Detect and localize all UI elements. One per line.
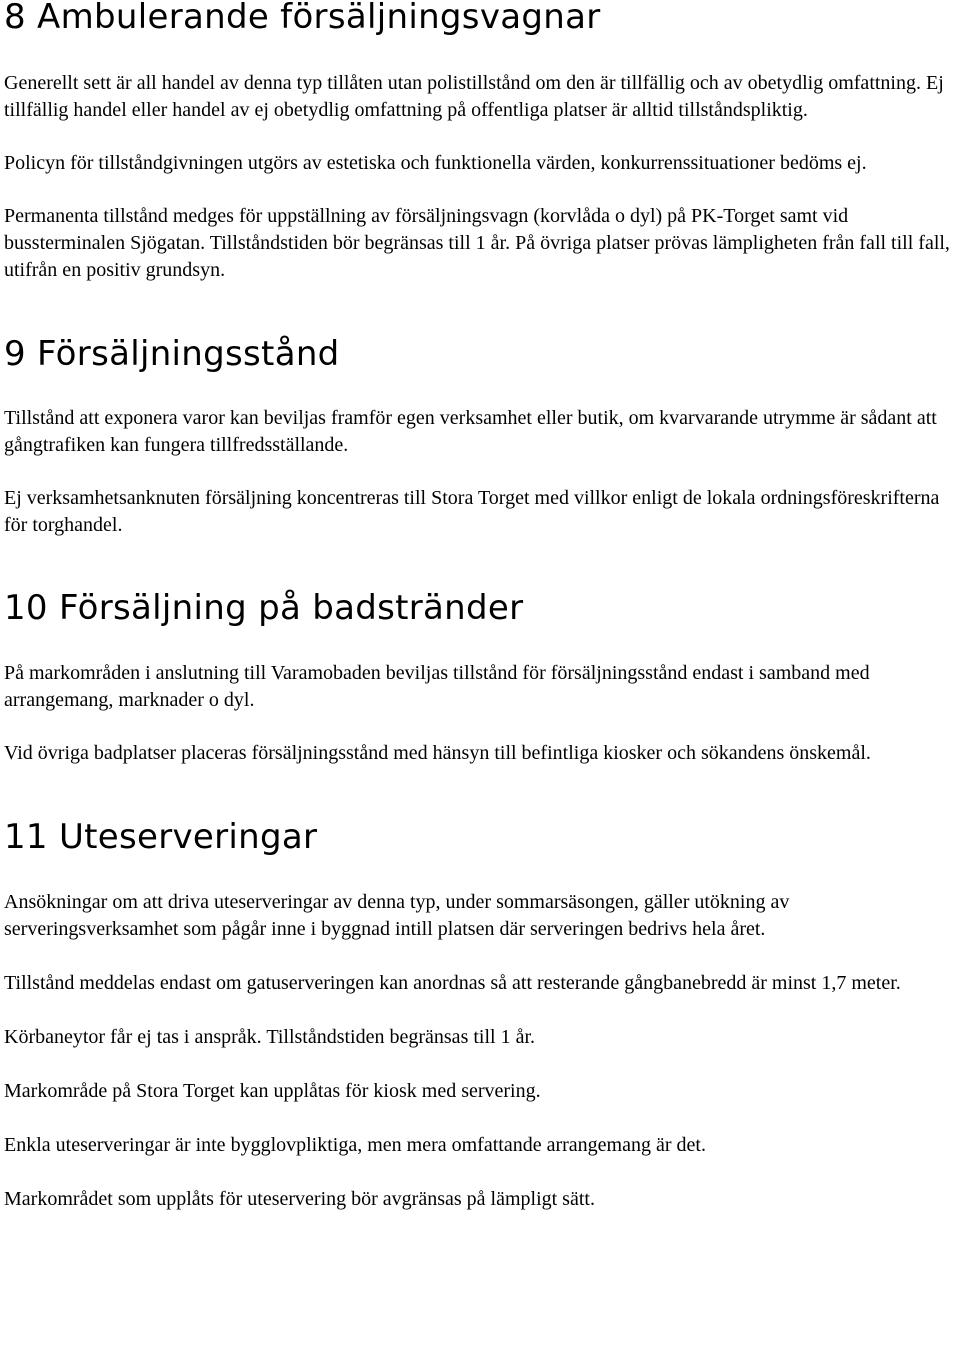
paragraph: Körbaneytor får ej tas i anspråk. Tillståndstiden begränsas till 1 år. bbox=[4, 1026, 536, 1048]
paragraph: Enkla uteserveringar är inte bygglovpliktiga, men mera omfattande arrangemang är det. bbox=[4, 1134, 706, 1156]
section-heading: 11 Uteserveringar bbox=[4, 817, 318, 857]
section-10 bbox=[4, 588, 954, 767]
paragraph: Ej verksamhetsanknuten försäljning koncentreras till Stora Torget med villkor enligt de lokala ordningsföreskrifterna för torghandel. bbox=[4, 487, 940, 536]
section-heading: 9 Försäljningsstånd bbox=[4, 334, 340, 374]
paragraph: På markområden i anslutning till Varamobaden beviljas tillstånd för försäljningsstånd endast i samband med arrangemang, marknader o dyl. bbox=[4, 662, 870, 711]
paragraph: Vid övriga badplatser placeras försäljningsstånd med hänsyn till befintliga kiosker och sökandens önskemål. bbox=[4, 742, 871, 764]
section-heading: 8 Ambulerande försäljningsvagnar bbox=[4, 0, 601, 37]
section-heading: 10 Försäljning på badstränder bbox=[4, 588, 524, 628]
paragraph: Markområdet som upplåts för uteservering bör avgränsas på lämpligt sätt. bbox=[4, 1188, 595, 1210]
paragraph: Tillstånd att exponera varor kan beviljas framför egen verksamhet eller butik, om kvarvarande utrymme är sådant att gångtrafiken kan fungera tillfredsställande. bbox=[4, 407, 937, 456]
paragraph: Tillstånd meddelas endast om gatuserveringen kan anordnas så att resterande gångbanebredd är minst 1,7 meter. bbox=[4, 972, 901, 994]
paragraph: Ansökningar om att driva uteserveringar av denna typ, under sommarsäsongen, gäller utökning av serveringsverksamhet som pågår inne i byggnad intill platsen där serveringen bedrivs hela året. bbox=[4, 891, 790, 940]
paragraph: Permanenta tillstånd medges för uppställning av försäljningsvagn (korvlåda o dyl) på PK-Torget samt vid bussterminalen Sjögatan. Tillståndstiden bör begränsas till 1 år. På övriga platser prövas lämpligheten från fall till fall, utifrån en positiv grundsyn. bbox=[4, 205, 950, 281]
section-9 bbox=[4, 334, 954, 539]
paragraph: Markområde på Stora Torget kan upplåtas för kiosk med servering. bbox=[4, 1080, 541, 1102]
section-11 bbox=[4, 817, 954, 1213]
paragraph: Policyn för tillståndgivningen utgörs av estetiska och funktionella värden, konkurrenssituationer bedöms ej. bbox=[4, 152, 867, 174]
paragraph: Generellt sett är all handel av denna typ tillåten utan polistillstånd om den är tillfällig och av obetydlig omfattning. Ej tillfällig handel eller handel av ej obetydlig omfattning på offentliga platser är alltid tillståndspliktig. bbox=[4, 72, 944, 121]
section-8 bbox=[4, 0, 954, 284]
document-page bbox=[4, 0, 954, 1213]
